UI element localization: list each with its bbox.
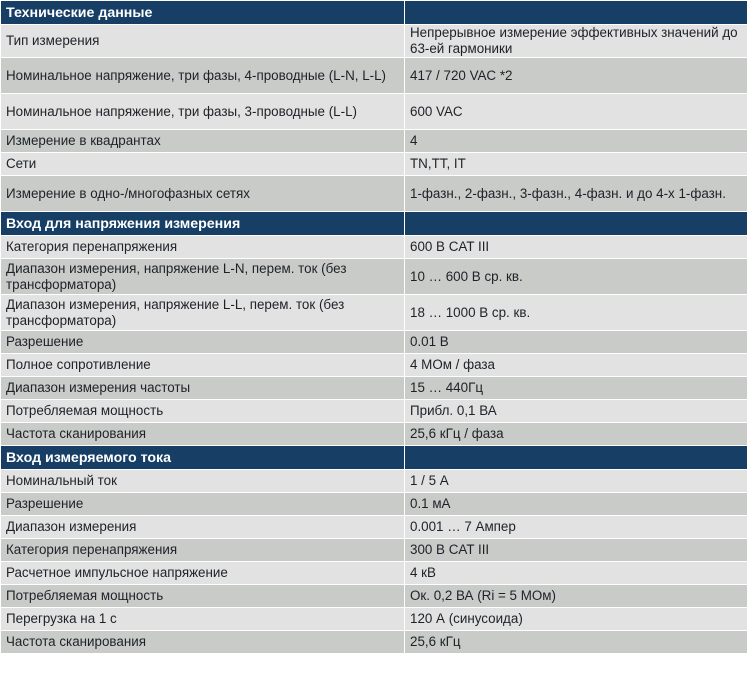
- section-header-blank: [405, 446, 747, 470]
- spec-label: Полное сопротивление: [1, 354, 405, 377]
- table-row: [1, 94, 747, 130]
- spec-value: 25,6 кГц / фаза: [405, 423, 747, 446]
- section-header: [1, 446, 747, 470]
- table-row: [1, 400, 747, 423]
- spec-value: 1-фазн., 2-фазн., 3-фазн., 4-фазн. и до 4-х 1-фазн.: [405, 176, 747, 212]
- spec-label: Разрешение: [1, 331, 405, 354]
- spec-value: 4: [405, 130, 747, 153]
- spec-label: Категория перенапряжения: [1, 539, 405, 562]
- table-row: [1, 631, 747, 654]
- spec-value: 417 / 720 VAC *2: [405, 58, 747, 94]
- table-row: [1, 153, 747, 176]
- spec-value: Ок. 0,2 ВА (Ri = 5 МОм): [405, 585, 747, 608]
- spec-label: Потребляемая мощность: [1, 400, 405, 423]
- table-row: [1, 493, 747, 516]
- spec-value: 0.1 мА: [405, 493, 747, 516]
- table-row: [1, 354, 747, 377]
- spec-value: 10 … 600 В ср. кв.: [405, 259, 747, 295]
- section-header: [1, 1, 747, 25]
- spec-label: Измерение в квадрантах: [1, 130, 405, 153]
- section-header: [1, 212, 747, 236]
- table-row: [1, 608, 747, 631]
- spec-value: 25,6 кГц: [405, 631, 747, 654]
- section-header-blank: [405, 212, 747, 236]
- table-row: [1, 470, 747, 493]
- spec-label: Диапазон измерения: [1, 516, 405, 539]
- spec-value: 18 … 1000 В ср. кв.: [405, 295, 747, 331]
- spec-label: Частота сканирования: [1, 631, 405, 654]
- spec-label: Расчетное импульсное напряжение: [1, 562, 405, 585]
- table-row: [1, 539, 747, 562]
- spec-label: Диапазон измерения частоты: [1, 377, 405, 400]
- spec-value: Непрерывное измерение эффективных значений до 63-ей гармоники: [405, 25, 747, 58]
- spec-value: TN,TT, IT: [405, 153, 747, 176]
- table-row: [1, 130, 747, 153]
- spec-value: 120 А (синусоида): [405, 608, 747, 631]
- spec-value: Прибл. 0,1 ВА: [405, 400, 747, 423]
- table-row: [1, 236, 747, 259]
- spec-value: 15 … 440Гц: [405, 377, 747, 400]
- spec-label: Тип измерения: [1, 25, 405, 58]
- section-title: Вход измеряемого тока: [1, 446, 405, 470]
- table-row: [1, 331, 747, 354]
- table-row: [1, 25, 747, 58]
- table-row: [1, 259, 747, 295]
- spec-label: Частота сканирования: [1, 423, 405, 446]
- table-row: [1, 58, 747, 94]
- spec-label: Диапазон измерения, напряжение L-N, перем. ток (без трансформатора): [1, 259, 405, 295]
- spec-value: 600 VAC: [405, 94, 747, 130]
- spec-value: 600 В CAT III: [405, 236, 747, 259]
- spec-label: Потребляемая мощность: [1, 585, 405, 608]
- spec-value: 4 кВ: [405, 562, 747, 585]
- spec-value: 4 МОм / фаза: [405, 354, 747, 377]
- spec-value: 0.01 В: [405, 331, 747, 354]
- spec-value: 1 / 5 А: [405, 470, 747, 493]
- spec-label: Диапазон измерения, напряжение L-L, перем. ток (без трансформатора): [1, 295, 405, 331]
- spec-label: Номинальное напряжение, три фазы, 4-проводные (L-N, L-L): [1, 58, 405, 94]
- table-row: [1, 585, 747, 608]
- table-row: [1, 516, 747, 539]
- spec-label: Разрешение: [1, 493, 405, 516]
- spec-label: Номинальный ток: [1, 470, 405, 493]
- spec-label: Перегрузка на 1 с: [1, 608, 405, 631]
- spec-label: Номинальное напряжение, три фазы, 3-проводные (L-L): [1, 94, 405, 130]
- spec-table-body: [1, 1, 747, 654]
- spec-value: 0.001 … 7 Ампер: [405, 516, 747, 539]
- section-title: Технические данные: [1, 1, 405, 25]
- table-row: [1, 377, 747, 400]
- spec-label: Измерение в одно-/многофазных сетях: [1, 176, 405, 212]
- table-row: [1, 562, 747, 585]
- table-row: [1, 176, 747, 212]
- table-row: [1, 295, 747, 331]
- spec-label: Сети: [1, 153, 405, 176]
- section-header-blank: [405, 1, 747, 25]
- section-title: Вход для напряжения измерения: [1, 212, 405, 236]
- spec-label: Категория перенапряжения: [1, 236, 405, 259]
- spec-value: 300 В CAT III: [405, 539, 747, 562]
- table-row: [1, 423, 747, 446]
